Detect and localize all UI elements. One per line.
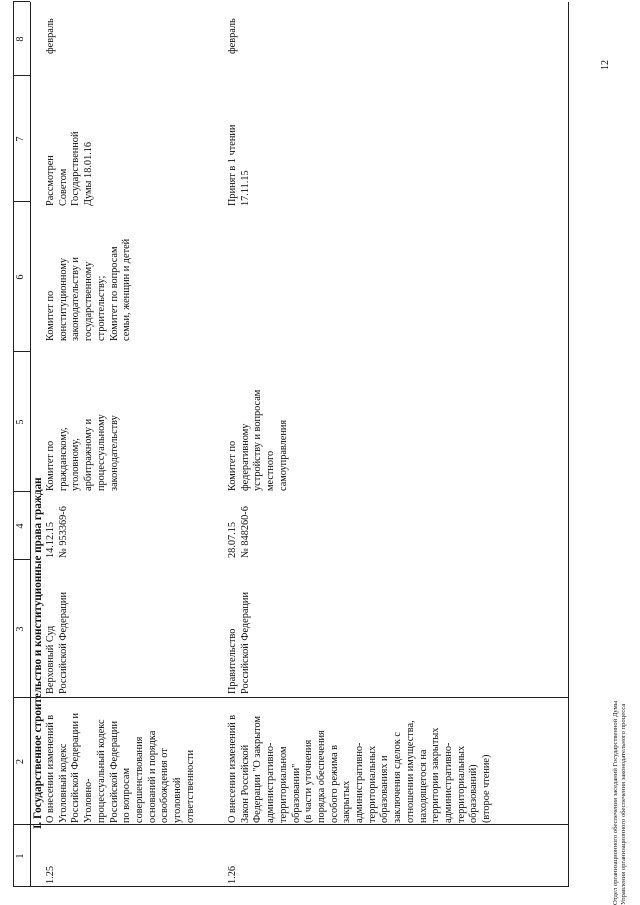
- registration-info: 28.07.15 № 848260-6: [227, 506, 251, 558]
- bill-title: О внесении изменений в Уголовный кодекс Российской Федерации и Уголовно- процессуальный кодекс Российской Федерации по вопросам совершенствования оснований и порядка освобождения от уголовной ответственности: [45, 712, 196, 823]
- bill-initiator: Правительство Российской Федерации: [227, 592, 251, 694]
- responsible-committee: Комитет по гражданскому, уголовному, арбитражному и процессуальному законодательству: [45, 414, 120, 491]
- responsible-committee: Комитет по федеративному устройству и вопросам местного самоуправления: [227, 389, 289, 491]
- column-header: 6: [15, 274, 26, 280]
- planned-month: февраль: [45, 18, 56, 54]
- bill-status: Рассмотрен Советом Государственной Думы 18.01.16: [45, 131, 95, 206]
- page-number: 12: [600, 60, 611, 70]
- planned-month: февраль: [227, 18, 238, 54]
- bill-status: Принят в 1 чтении 17.11.15: [227, 124, 251, 206]
- column-header: 5: [15, 419, 26, 425]
- column-header: 8: [15, 36, 26, 42]
- bill-initiator: Верховный Суд Российской Федерации: [45, 592, 69, 694]
- row-number: 1.25: [45, 865, 56, 884]
- footer-text: Отдел организационного обеспечения заседаний Государственной Думы Управления организационного обеспечения законодательного процесса: [612, 700, 627, 905]
- co-executor-committees: Комитет по конституционному законодательству и государственному строительству; Комитет по вопросам семьи, женщин и детей: [45, 238, 133, 341]
- column-header: 7: [15, 136, 26, 142]
- registration-info: 14.12.15 № 953369-6: [45, 506, 69, 558]
- column-header: 2: [15, 758, 26, 765]
- column-header: 3: [15, 626, 26, 632]
- section-title: I. Государственное строительство и конституционные права граждан: [32, 477, 44, 829]
- row-number: 1.26: [227, 865, 238, 884]
- bill-title: О внесении изменений в Закон Российской Федерации "О закрытом административно- территориальном образовании" (в части уточнения порядка обеспечения особого режима в закрытых административно- территориальных образованиях и заключения сделок с отношении имущества, находящегося на территории закрытых административно- территориальных образований) (второе чтение): [227, 714, 493, 823]
- column-header: 4: [15, 523, 26, 529]
- column-header: 1: [15, 853, 26, 859]
